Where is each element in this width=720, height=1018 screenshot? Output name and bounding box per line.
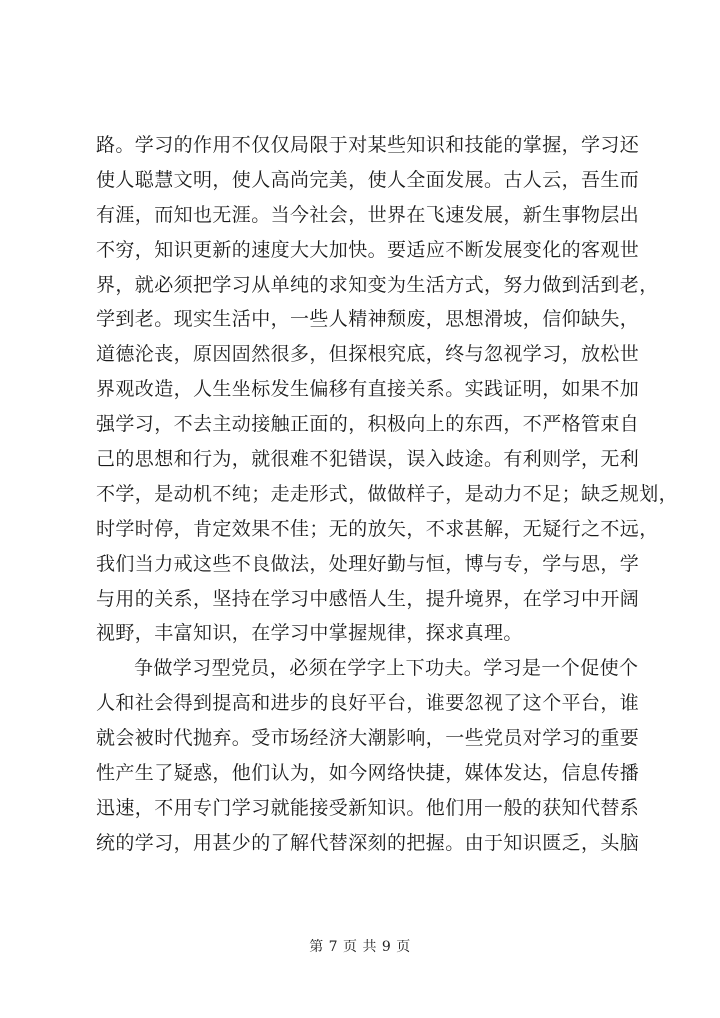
text-line: 争做学习型党员，必须在学字上下功夫。学习是一个促使个 xyxy=(134,657,639,680)
text-line: 学到老。现实生活中，一些人精神颓废，思想滑坡，信仰缺失， xyxy=(96,308,640,331)
text-line: 视野，丰富知识，在学习中掌握规律，探求真理。 xyxy=(96,622,523,645)
text-line: 强学习，不去主动接触正面的，积极向上的东西，不严格管束自 xyxy=(96,413,640,436)
text-line: 己的思想和行为，就很难不犯错误，误入歧途。有利则学，无利 xyxy=(96,448,640,471)
text-line: 人和社会得到提高和进步的良好平台，谁要忽视了这个平台，谁 xyxy=(96,692,640,715)
text-line: 性产生了疑惑，他们认为，如今网络快捷，媒体发达，信息传播 xyxy=(96,762,640,785)
text-line: 界观改造，人生坐标发生偏移有直接关系。实践证明，如果不加 xyxy=(96,378,640,401)
text-line: 道德沦丧，原因固然很多，但探根究底，终与忽视学习，放松世 xyxy=(96,343,640,366)
paragraph-2 xyxy=(96,651,640,860)
text-line: 界，就必须把学习从单纯的求知变为生活方式，努力做到活到老， xyxy=(96,273,659,296)
text-line: 迅速，不用专门学习就能接受新知识。他们用一般的获知代替系 xyxy=(96,796,640,819)
body-text xyxy=(96,128,679,861)
text-line: 使人聪慧文明，使人高尚完美，使人全面发展。古人云，吾生而 xyxy=(96,168,640,191)
text-line: 我们当力戒这些不良做法，处理好勤与恒，博与专，学与思，学 xyxy=(96,552,640,575)
text-line: 不穷，知识更新的速度大大加快。要适应不断发展变化的客观世 xyxy=(96,238,640,261)
text-line: 路。学习的作用不仅仅局限于对某些知识和技能的掌握，学习还 xyxy=(96,134,640,156)
text-line: 时学时停，肯定效果不佳；无的放矢，不求甚解，无疑行之不远， xyxy=(96,517,659,540)
page-footer: 第 7 页 共 9 页 xyxy=(309,939,411,955)
paragraph-1 xyxy=(96,128,679,651)
text-line: 与用的关系，坚持在学习中感悟人生，提升境界，在学习中开阔 xyxy=(96,587,640,610)
text-line: 统的学习，用甚少的了解代替深刻的把握。由于知识匮乏，头脑 xyxy=(96,831,640,854)
text-line: 就会被时代抛弃。受市场经济大潮影响，一些党员对学习的重要 xyxy=(96,727,640,750)
text-line: 不学，是动机不纯；走走形式，做做样子，是动力不足；缺乏规划， xyxy=(96,482,679,505)
text-line: 有涯，而知也无涯。当今社会，世界在飞速发展，新生事物层出 xyxy=(96,203,640,226)
